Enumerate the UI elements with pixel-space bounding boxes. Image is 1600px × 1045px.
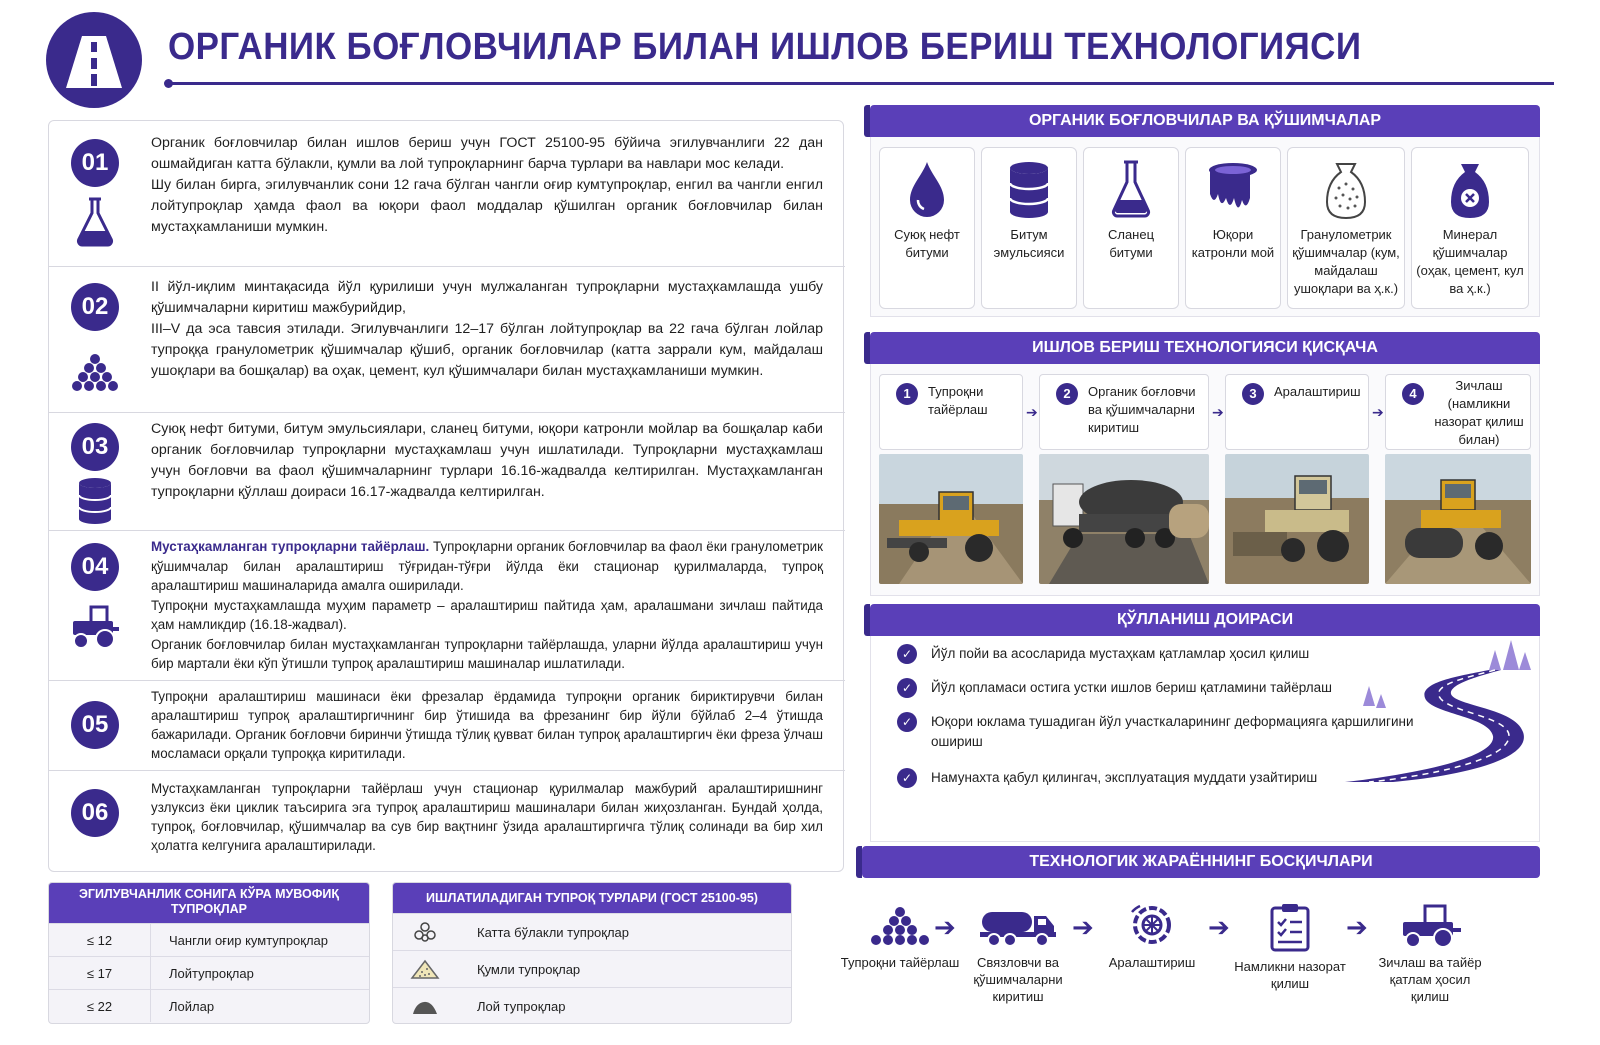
step-04	[49, 531, 845, 681]
tech-step-label: Органик боғловчи ва қўшимчаларни киритиш	[1088, 384, 1196, 435]
soil-type-label: Катта бўлакли тупроқлар	[477, 924, 630, 940]
step-paragraph: III–V да эса тавсия этилади. Эгилувчанлиги 12–17 бўлган лойтупроқлар ва 22 гача бўлган лойлар тупроққа гранулометрик қўшимчалар қўшиб, органик боғловчилар (катта заррали кум, майдалаш ушоқлари ва бошқалар) ва оҳак, цемент, кул қўшимчалари билан мустаҳкамланиши мумкин.	[151, 321, 823, 379]
stage-item	[1370, 902, 1490, 1005]
stage-item	[956, 902, 1080, 1005]
step-paragraph: II йўл-иқлим минтақасида йўл қурилиши учун мулжаланган тупроқларни мустаҳкамлашда ушбу қўшимчаларни киритиш мажбурийдир,	[151, 279, 823, 316]
step-paragraph: Тупроқларни органик боғловчилар ва фаол ёки гранулометрик қўшимчалар билан аралаштириш тўғридан-тўғри йўлда ёки стационар қурилмаларда, тупроқ аралаштириш машиналарида амалга оширилади.	[151, 539, 823, 593]
step-05	[49, 681, 845, 771]
step-paragraph: Тупроқни мустаҳкамлашда муҳим параметр – аралаштириш пайтида ҳам, аралашмани зичлаш пайтида ҳам намликдир (16.18-жадвал).	[151, 597, 823, 632]
scope-panel	[870, 636, 1540, 842]
plasticity-value: ≤ 22	[49, 990, 151, 1022]
sack-mineral-icon	[1445, 158, 1495, 222]
tech-step-number: 1	[896, 383, 918, 405]
stage-label: Тупроқни тайёрлаш	[840, 955, 960, 970]
binder-label: Сланец битуми	[1107, 227, 1155, 260]
tech-step-number: 2	[1056, 383, 1078, 405]
road-icon	[46, 12, 142, 108]
step-paragraph: Суюқ нефт битуми, битум эмульсиялари, сланец битуми, юқори катронли мойлар ва бошқалар каби органик боғловчилар тупроқларни мустаҳкамлаш учун ишлатилади. Тупроқларни мустаҳкамлаш учун боғловчи ва фаол қўшимчаларнинг турлари 16.16-жадвалда келтирилган. Мустаҳкамланган тупроқларни қўллаш доираси 16.17-жадвалда келтирилган.	[151, 421, 823, 500]
scope-item-text: Юқори юклама тушадиган йўл участкаларининг деформацияга қаршилигини ошириш	[931, 714, 1414, 749]
page-title: ОРГАНИК БОҒЛОВЧИЛАР БИЛАН ИШЛОВ БЕРИШ ТЕХНОЛОГИЯСИ	[168, 26, 1362, 68]
stage-item	[1092, 902, 1212, 971]
step-paragraph: Органик боғловчилар билан мустаҳкамланган тупроқларни тайёрлашда, уларни йўлда аралаштириш учун бир мартали ёки кўп ўтишли тупроқ аралаштириш машиналар ишлатилади.	[151, 636, 823, 671]
table-title: ЭГИЛУВЧАНЛИК СОНИГА КЎРА МУВОФИҚ ТУПРОҚЛАР	[49, 883, 369, 923]
soil-name: Чангли оғир кумтупроқлар	[169, 932, 329, 948]
step-paragraph: Тупроқни аралаштириш машинаси ёки фрезалар ёрдамида тупроқни органик бириктирувчи билан аралаштириш тупроқ аралаштиргичнинг бир ўтишида ва фрезанинг бир йўли бўйлаб 2–4 ўтишда бажарилади. Органик боғловчи биринчи ўтишда тўлиқ қувват билан тупроқ аралаштиргич ёки фреза ўлчаш мосламаси орқали тупроққа киритилади.	[151, 689, 823, 761]
scope-header: ҚЎЛЛАНИШ ДОИРАСИ	[870, 604, 1540, 636]
binder-label: Битум эмульсияси	[993, 227, 1065, 260]
mixer-machine-photo	[1225, 454, 1369, 584]
step-number: 06	[71, 789, 119, 837]
tech-step-label: Аралаштириш	[1274, 384, 1361, 399]
binder-card	[1083, 147, 1179, 309]
table-row	[393, 987, 791, 1024]
road-logo	[46, 12, 142, 108]
arrow-right-icon: ➔	[1346, 912, 1368, 942]
scope-item	[897, 678, 1332, 698]
step-02	[49, 267, 845, 413]
binder-label: Суюқ нефт битуми	[894, 227, 960, 260]
rocks-icon	[411, 921, 439, 943]
binders-header: ОРГАНИК БОҒЛОВЧИЛАР ВА ҚЎШИМЧАЛАР	[870, 105, 1540, 137]
tar-bucket-icon	[1204, 158, 1262, 222]
drop-icon	[902, 158, 952, 222]
sand-icon	[410, 958, 440, 980]
roller-photo	[1385, 454, 1531, 584]
table-row	[393, 913, 791, 950]
arrow-right-icon: ➔	[1026, 404, 1038, 420]
tanker-truck-icon	[978, 902, 1058, 948]
step-number: 03	[71, 423, 119, 471]
tech-step	[1225, 374, 1369, 450]
tech-step	[1039, 374, 1209, 450]
tech-header: ИШЛОВ БЕРИШ ТЕХНОЛОГИЯСИ ҚИСҚАЧА	[870, 332, 1540, 364]
binder-card	[981, 147, 1077, 309]
tech-step	[879, 374, 1023, 450]
soil-name: Лойтупроқлар	[169, 965, 254, 981]
clay-icon	[410, 995, 440, 1017]
stage-label: Связловчи ва қўшимчаларни киритиш	[973, 955, 1063, 1004]
check-icon: ✓	[897, 712, 917, 732]
gravel-pile-icon	[868, 902, 932, 948]
soil-name: Лойлар	[169, 998, 215, 1014]
binder-label: Гранулометрик қўшимчалар (кум, майдалаш ушоқлари ва ҳ.к.)	[1292, 227, 1400, 296]
stage-label: Аралаштириш	[1108, 955, 1196, 970]
scope-item	[897, 644, 1309, 664]
arrow-right-icon: ➔	[934, 912, 956, 942]
step-number: 02	[71, 283, 119, 331]
step-number: 01	[71, 139, 119, 187]
binder-label: Минерал қўшимчалар (оҳак, цемент, кул ва ҳ.к.)	[1416, 227, 1524, 296]
stage-label: Намликни назорат қилиш	[1234, 959, 1346, 991]
plasticity-value: ≤ 17	[49, 957, 151, 989]
winding-road-illustration	[1339, 636, 1535, 786]
sprayer-truck-photo	[1039, 454, 1209, 584]
check-icon: ✓	[897, 768, 917, 788]
tech-step	[1385, 374, 1531, 450]
binder-card	[879, 147, 975, 309]
step-01	[49, 121, 845, 267]
binder-label: Юқори катронли мой	[1191, 227, 1275, 260]
table-row	[393, 950, 791, 987]
step-number: 05	[71, 701, 119, 749]
binder-card	[1411, 147, 1529, 309]
binder-card	[1185, 147, 1281, 309]
barrel-icon	[67, 473, 123, 529]
step-06	[49, 771, 845, 873]
table-row	[49, 956, 369, 989]
table-title: ИШЛАТИЛАДИГАН ТУПРОҚ ТУРЛАРИ (ГОСТ 25100-95)	[393, 883, 791, 913]
flask-icon	[67, 193, 123, 249]
stages-header: ТЕХНОЛОГИК ЖАРАЁННИНГ БОСҚИЧЛАРИ	[862, 846, 1540, 878]
check-icon: ✓	[897, 678, 917, 698]
scope-item-text: Йўл қопламаси остига устки ишлов бериш қатламини тайёрлаш	[931, 680, 1332, 695]
sack-granules-icon	[1321, 158, 1371, 222]
stage-item	[1230, 902, 1350, 992]
table-row	[49, 989, 369, 1022]
tech-step-number: 3	[1242, 383, 1264, 405]
table-row	[49, 923, 369, 956]
tractor-icon	[1395, 902, 1465, 948]
step-highlight: Мустаҳкамланган тупроқларни тайёрлаш.	[151, 539, 430, 554]
arrow-right-icon: ➔	[1372, 404, 1384, 420]
arrow-right-icon: ➔	[1208, 912, 1230, 942]
step-paragraph: Шу билан бирга, эгилувчанлик сони 12 гача бўлган чангли оғир кумтупроқлар, енгил ва чангли енгил лойтупроқлар ҳамда фаол ва юқори фаол моддалар қўшилган органик боғловчилар билан мустаҳкамланиши мумкин.	[151, 177, 823, 235]
title-underline-dot	[164, 79, 173, 88]
tech-step-label: Тупроқни тайёрлаш	[928, 384, 988, 417]
step-paragraph: Мустаҳкамланган тупроқларни тайёрлаш учун стационар қурилмалар мажбурий аралаштиришнинг узлуксиз ёки циклик таъсирига эга тупроқ аралаштириш машиналари билан жиҳозланган. Бундай ҳолда, тупроқ, боғловчилар, қўшимчалар ва сув бир вақтнинг ўзида аралаштиргичга тўлиқ солинади ва бир хил ҳолатга келгунига аралаштирилади.	[151, 781, 823, 853]
arrow-right-icon: ➔	[1212, 404, 1224, 420]
scope-item-text: Намунахта қабул қилингач, эксплуатация муддати узайтириш	[931, 770, 1318, 785]
step-paragraph: Органик боғловчилар билан ишлов бериш учун ГОСТ 25100-95 бўйича эгилувчанлиги 22 дан ошмайдиган катта бўлакли, қумли ва лой тупроқларнинг барча турлари ва навлари мос келади.	[151, 135, 823, 172]
stage-label: Зичлаш ва тайёр қатлам ҳосил қилиш	[1378, 955, 1482, 1004]
tech-step-label: Зичлаш (намликни назорат қилиш билан)	[1434, 378, 1524, 447]
scope-item	[897, 768, 1317, 788]
check-icon: ✓	[897, 644, 917, 664]
grader-photo	[879, 454, 1023, 584]
scope-item-text: Йўл пойи ва асосларида мустаҳкам қатламлар ҳосил қилиш	[931, 646, 1310, 661]
flask-icon	[1106, 158, 1156, 222]
tech-step-number: 4	[1402, 383, 1424, 405]
plasticity-table	[48, 882, 370, 1024]
gravel-pile-icon	[67, 339, 123, 395]
tractor-icon	[67, 597, 123, 653]
barrel-icon	[1004, 158, 1054, 222]
soil-types-table	[392, 882, 792, 1024]
checklist-icon	[1268, 902, 1312, 952]
arrow-right-icon: ➔	[1072, 912, 1094, 942]
tech-panel	[870, 364, 1540, 596]
binders-panel	[870, 137, 1540, 317]
step-number: 04	[71, 543, 119, 591]
plasticity-value: ≤ 12	[49, 924, 151, 956]
binder-card	[1287, 147, 1405, 309]
soil-type-label: Қумли тупроқлар	[477, 961, 581, 977]
stages-panel	[840, 892, 1540, 1032]
steps-panel	[48, 120, 844, 872]
soil-type-label: Лой тупроқлар	[477, 998, 566, 1014]
step-03	[49, 413, 845, 531]
mixer-gear-icon	[1126, 902, 1178, 948]
title-underline	[168, 82, 1554, 85]
